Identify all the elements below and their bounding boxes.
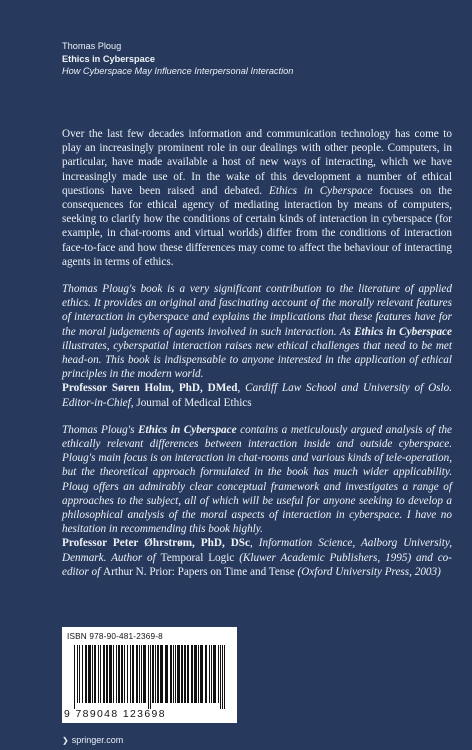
header-block <box>62 40 293 78</box>
isbn-barcode-box <box>62 627 237 723</box>
review1-journal: Journal of Medical Ethics <box>136 396 252 409</box>
arrow-icon: ❯ <box>62 736 69 745</box>
barcode-bar <box>100 645 101 703</box>
review2-book1: Temporal Logic <box>160 551 235 564</box>
review2-intro: Thomas Ploug's <box>62 423 139 436</box>
review2-book2: Arthur N. Prior: Papers on Time and Tense <box>103 565 295 578</box>
barcode-bar <box>194 645 197 703</box>
review-ohrstrom <box>62 423 452 579</box>
barcode-bar <box>103 645 105 703</box>
barcode-bar <box>124 645 125 703</box>
review2-affiliation: , Information Science, Aalborg University, Denmark. Author of <box>62 537 452 564</box>
barcode-bar <box>106 645 108 703</box>
publisher-url: springer.com <box>71 735 124 745</box>
review2-reviewer: Professor Peter Øhrstrøm, PhD, DSc <box>62 537 250 550</box>
review2-title: Ethics in Cyberspace <box>138 423 237 436</box>
barcode-bar <box>213 645 216 703</box>
barcode-bar <box>220 645 221 709</box>
publisher-link[interactable] <box>62 735 123 745</box>
review1-reviewer: Professor Søren Holm, PhD, DMed <box>62 382 238 395</box>
barcode-bar <box>109 645 112 703</box>
barcode-bar <box>132 645 134 703</box>
barcode-bar <box>211 645 212 703</box>
barcode-bar <box>150 645 151 709</box>
barcode-bar <box>155 645 156 703</box>
barcode-bar <box>82 645 83 703</box>
barcode-bar <box>85 645 87 703</box>
barcode-bar <box>94 645 96 703</box>
book-subtitle: How Cyberspace May Influence Interpersonal Interaction <box>62 66 294 76</box>
review1-title: Ethics in Cyberspace <box>354 325 452 338</box>
barcode-bar <box>200 645 203 703</box>
barcode-bar <box>198 645 199 703</box>
review1-text: illustrates, cyberspatial interaction raises new ethical challenges that need to be met head-on. This book is indispensable to anyone interested in the application of ethical principles in the modern world. <box>62 339 452 381</box>
review2-book2-pub: (Oxford University Press, 2003) <box>294 565 441 578</box>
barcode-bar <box>181 645 183 703</box>
barcode-bar <box>209 645 210 703</box>
barcode-bar <box>160 645 163 703</box>
barcode-bar <box>127 645 128 703</box>
body-text <box>62 127 452 579</box>
barcode-bar <box>177 645 180 703</box>
review-holm <box>62 282 452 410</box>
barcode-bar <box>173 645 174 703</box>
barcode-image <box>72 645 228 709</box>
description-title: Ethics in Cyberspace <box>269 184 373 197</box>
barcode-bar <box>136 645 138 703</box>
barcode-bar <box>222 645 223 709</box>
review1-intro: Thomas Ploug's book is a very significant contribution to the literature of applied ethics. It provides an original and fascinating account of the morally relevant features of interaction in cyberspace and explains the implications that these features have for the moral judgements of agents involved in such interaction. As <box>62 283 452 338</box>
barcode-bar <box>79 645 80 703</box>
description-paragraph <box>62 127 452 269</box>
book-title: Ethics in Cyberspace <box>62 53 155 64</box>
barcode-bar <box>116 645 117 703</box>
barcode-bar <box>218 645 219 703</box>
barcode-bar <box>165 645 168 703</box>
barcode-bar <box>224 645 225 709</box>
barcode-bar <box>141 645 142 703</box>
barcode-bar <box>157 645 159 703</box>
barcode-bar <box>175 645 176 703</box>
description-part2: focuses on the consequences for ethical agency of mediating interaction by means of computers, seeking to clarify how the conditions of certain kinds of interaction in cyberspace (for example, in chat-rooms and virtual worlds) differ from the conditions of interaction face-to-face and how these differences may come to affect the behaviour of interacting agents in terms of ethics. <box>62 184 452 268</box>
barcode-bar <box>139 645 140 703</box>
barcode-bar <box>191 645 193 703</box>
barcode-bar <box>98 645 99 703</box>
barcode-bar <box>74 645 75 709</box>
review2-text: contains a meticulously argued analysis of the ethically relevant differences between interaction inside and outside cyberspace. Ploug's main focus is on interaction in chat-rooms and various kinds of tele-operation, but the theoretical approach formulated in the book has much wider applicability. Ploug offers an admirably clear conceptual framework and investigates a range of approaches to the subject, all of which will be useful for anyone seeking to develop a philosophical analysis of the moral aspects of interaction in cyberspace. I have no hesitation in recommending this book highly. <box>62 423 452 536</box>
barcode-bar <box>130 645 131 703</box>
barcode-bar <box>113 645 114 703</box>
barcode-bar <box>143 645 146 703</box>
barcode-bar <box>170 645 172 703</box>
barcode-bar <box>187 645 189 703</box>
review1-affiliation: , Cardiff Law School and University of Oslo. Editor-in-Chief, <box>62 382 452 409</box>
barcode-bar <box>184 645 186 703</box>
barcode-bar <box>88 645 91 703</box>
description-part1: Over the last few decades information and communication technology has come to play an increasingly prominent role in our dealings with other people. Computers, in particular, have made available a host of new ways of interacting, which we have increasingly made use of. In the wake of this development a number of ethical questions have been raised and debated. <box>62 128 452 197</box>
review2-book1-pub: (Kluwer Academic Publishers, 1995) and co-editor of <box>62 551 452 578</box>
isbn-label: ISBN 978-90-481-2369-8 <box>67 632 163 641</box>
barcode-digits: 9 789048 123698 <box>64 709 166 720</box>
barcode-bar <box>121 645 123 703</box>
barcode-bar <box>118 645 120 703</box>
barcode-bar <box>92 645 93 703</box>
barcode-bar <box>205 645 207 703</box>
barcode-bar <box>148 645 149 709</box>
barcode-bar <box>152 645 154 703</box>
barcode-bar <box>77 645 78 703</box>
author-name: Thomas Ploug <box>62 41 122 51</box>
